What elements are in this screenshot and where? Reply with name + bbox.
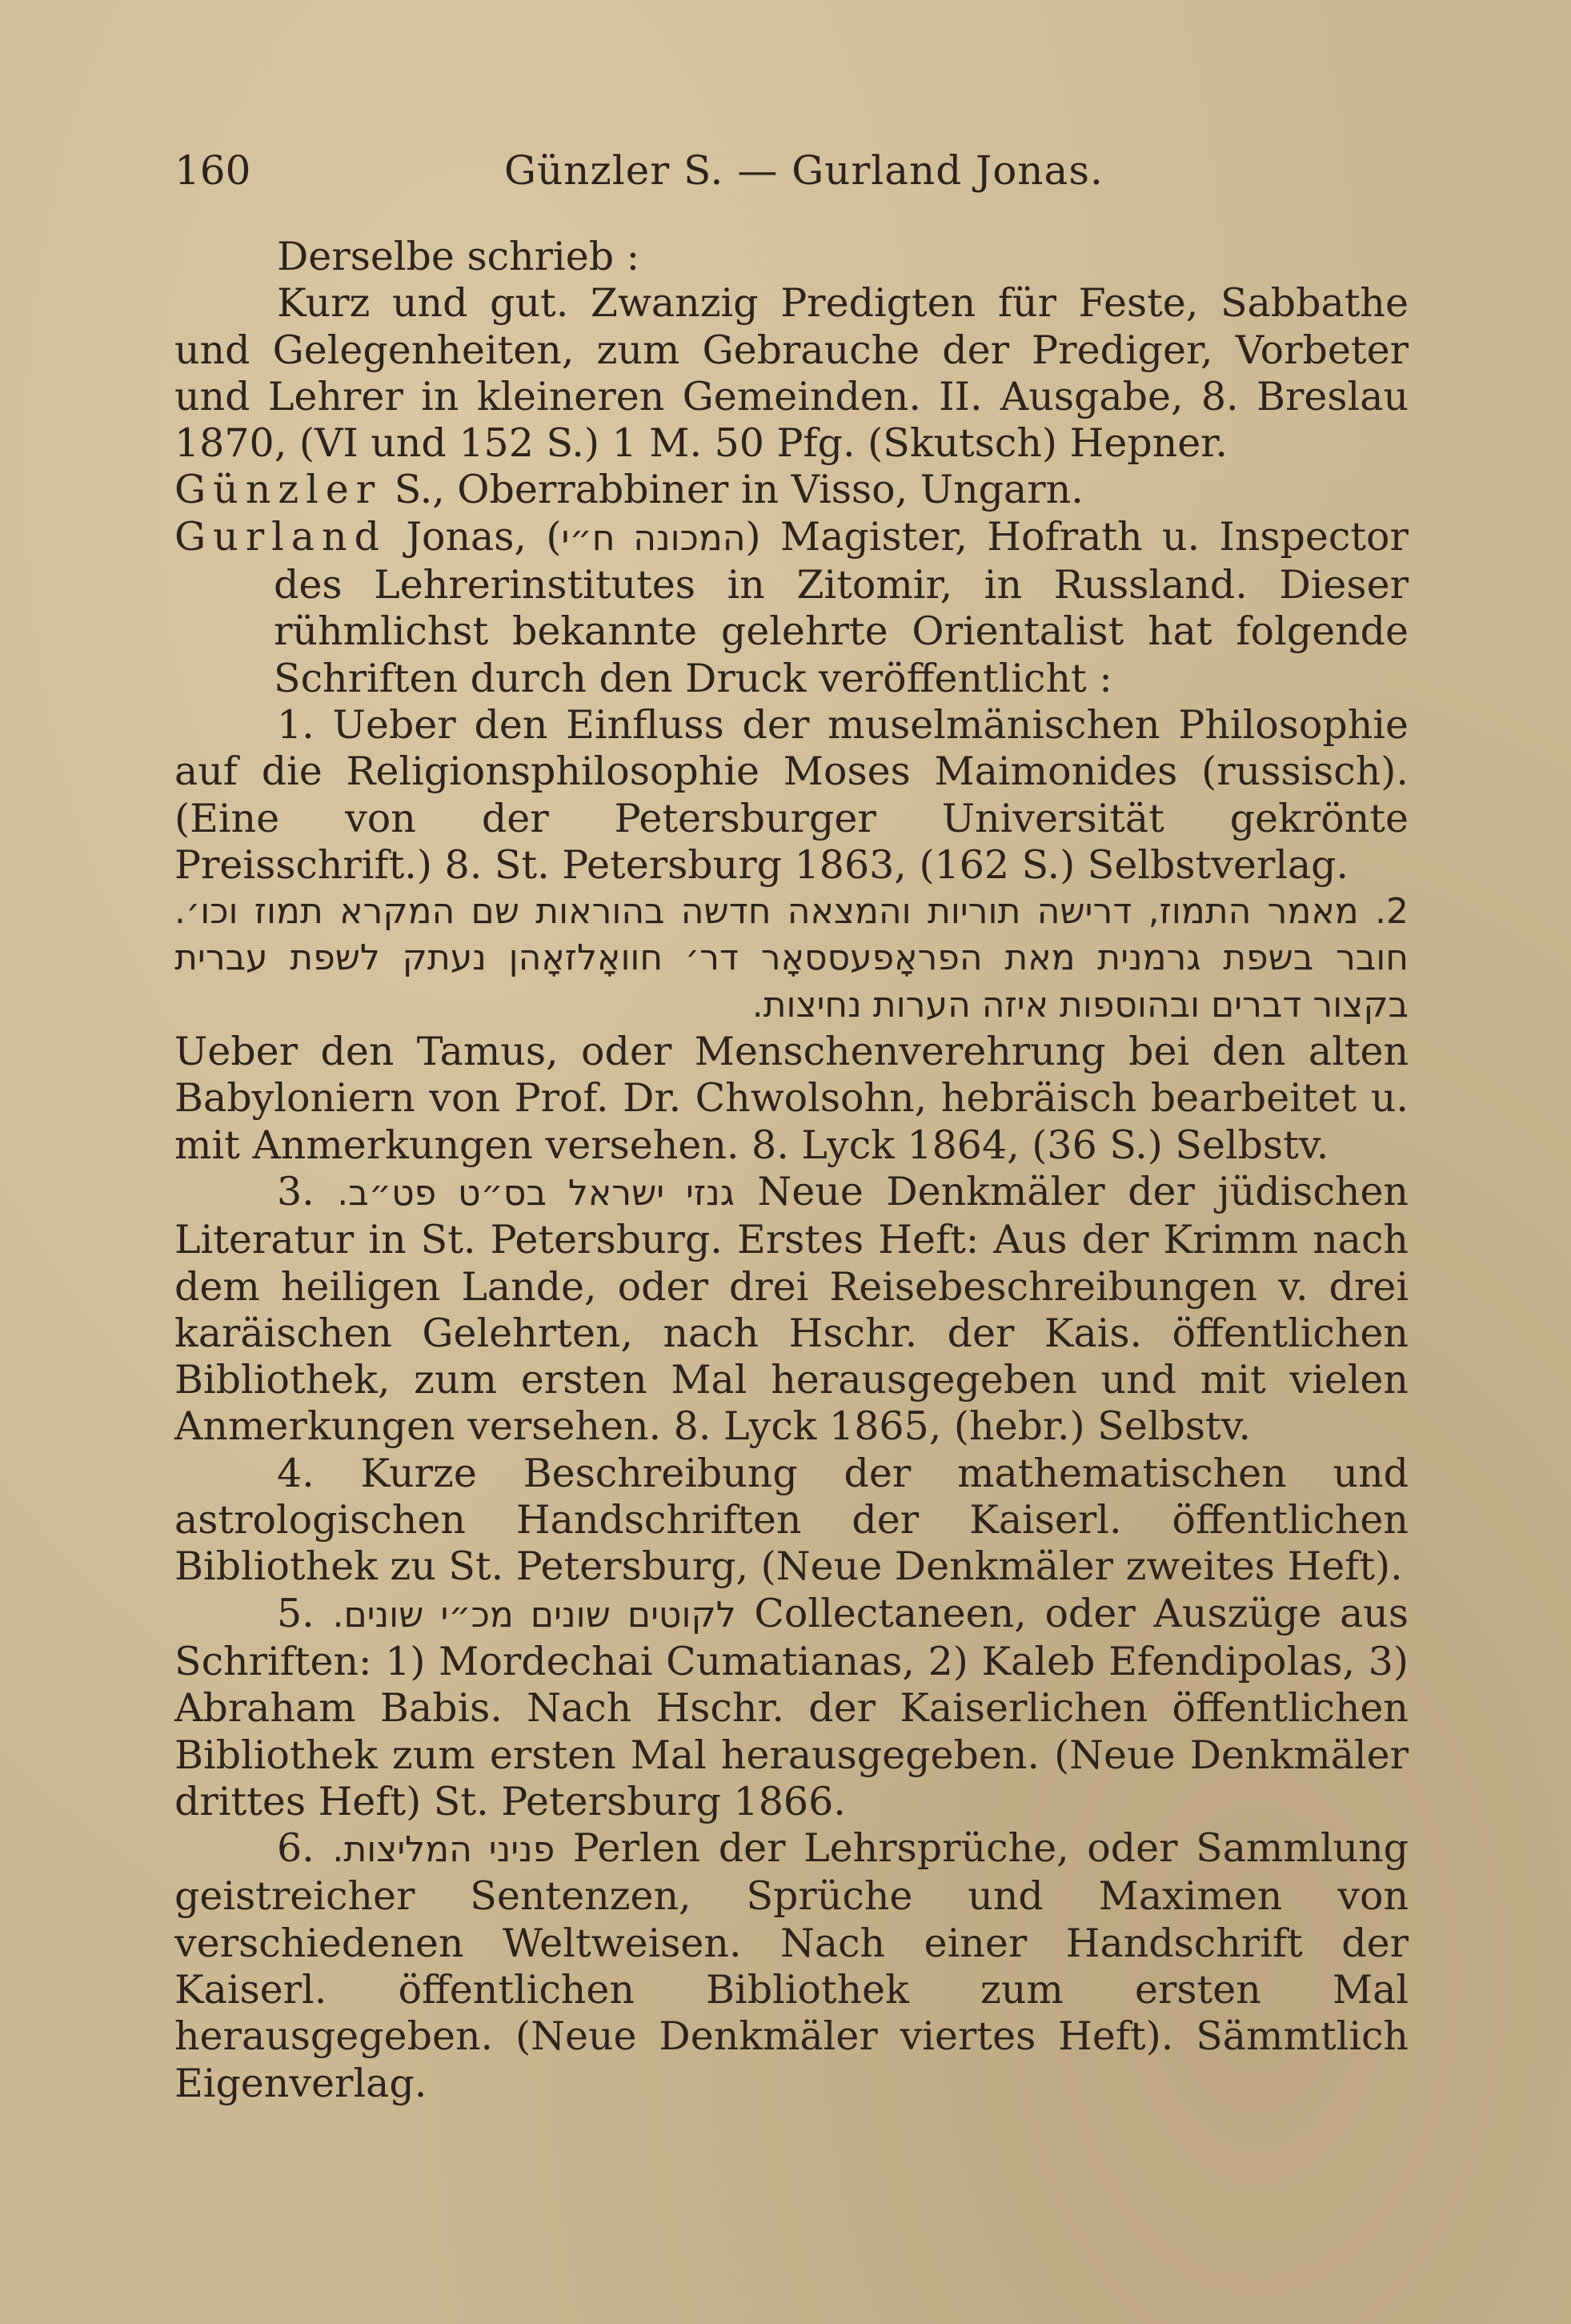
- work-3: [174, 1169, 1409, 1451]
- work-2-german: Ueber den Tamus, oder Menschenverehrung bei den alten Babyloniern von Prof. Dr. Chwolsohn, hebräisch bearbeitet u. mit Anmerkungen versehen. 8. Lyck 1864, (36 S.) Selbstv.: [174, 1029, 1409, 1168]
- entry-name-guenzler: Günzler: [174, 467, 383, 513]
- work-4: 4. Kurze Beschreibung der mathematischen und astrologischen Handschriften der Kaiserl. öffentlichen Bibliothek zu St. Petersburg, (Neue Denkmäler zweites Heft).: [174, 1450, 1409, 1590]
- work-6: [174, 1825, 1409, 2107]
- work-1: 1. Ueber den Einfluss der muselmänischen Philosophie auf die Religionsphilosophie Moses Maimonides (russisch). (Eine von der Petersburger Universität gekrönte Preisschrift.) 8. St. Petersburg 1863, (162 S.) Selbstverlag.: [174, 701, 1409, 888]
- work-6-number: 6.: [277, 1825, 315, 1872]
- work-3-german: Neue Denkmäler der jüdischen Literatur in St. Petersburg. Erstes Heft: Aus der Krimm nach dem heiligen Lande, oder drei Reisebeschreibungen v. drei karäischen Gelehrten, nach Hschr. der Kais. öffentlichen Bibliothek, zum ersten Mal herausgegeben und mit vielen Anmerkungen versehen. 8. Lyck 1865, (hebr.) Selbstv.: [174, 1168, 1409, 1450]
- gurland-post: ) Magister, Hofrath u. Inspector des Lehrerinstitutes in Zitomir, in Russland. Dieser rühmlichst bekannte gelehrte Orientalist hat folgende Schriften durch den Druck veröffentlicht :: [274, 513, 1409, 701]
- gurland-hebrew: המכונה ח״י: [561, 517, 746, 559]
- work-2-hebrew: [174, 889, 1409, 1029]
- work-3-hebrew: גנזי ישראל בס״ט פט״ב.: [337, 1172, 735, 1214]
- entry-gurland: [174, 514, 1409, 702]
- work-6-german: Perlen der Lehrsprüche, oder Sammlung geistreicher Sentenzen, Sprüche und Maximen von verschiedenen Weltweisen. Nach einer Handschrift der Kaiserl. öffentlichen Bibliothek zum ersten Mal herausgegeben. (Neue Denkmäler viertes Heft). Sämmtlich Eigenverlag.: [174, 1825, 1409, 2106]
- entry-text-guenzler: S., Oberrabbiner in Visso, Ungarn.: [394, 467, 1084, 513]
- paragraph-kurz-und-gut: Kurz und gut. Zwanzig Predigten für Feste, Sabbathe und Gelegenheiten, zum Gebrauche der Prediger, Vorbeter und Lehrer in kleineren Gemeinden. II. Ausgabe, 8. Breslau 1870, (VI und 152 S.) 1 M. 50 Pfg. (Skutsch) Hepner.: [174, 280, 1409, 467]
- entry-name-gurland: Gurland: [174, 513, 387, 560]
- work-6-hebrew: פניני המליצות.: [332, 1829, 555, 1871]
- page-body: [174, 234, 1409, 2107]
- running-title: Günzler S. — Gurland Jonas.: [504, 147, 1104, 194]
- work-2-hebrew-text: מאמר התמוז, דרישה תוריות והמצאה חדשה בהוראות שם המקרא תמוז וכו׳. חובר בשפת גרמנית מאת הפראָפעססאָר דר׳ חוואָלזאָהן נעתק לשפת עברית בקצור דברים ובהוספות איזה הערות נחיצות.: [174, 891, 1409, 1026]
- gurland-pre: Jonas, (: [406, 513, 562, 560]
- page-header: [174, 142, 1407, 199]
- entry-guenzler: [174, 467, 1409, 513]
- work-2-number: 2.: [1375, 891, 1409, 933]
- work-5-german: Collectaneen, oder Auszüge aus Schriften: 1) Mordechai Cumatianas, 2) Kaleb Efendipolas, 3) Abraham Babis. Nach Hschr. der Kaiserlichen öffentlichen Bibliothek zum ersten Mal herausgegeben. (Neue Denkmäler drittes Heft) St. Petersburg 1866.: [174, 1590, 1409, 1824]
- work-3-number: 3.: [277, 1168, 315, 1214]
- page-number: 160: [174, 147, 251, 194]
- paragraph-derselbe: Derselbe schrieb :: [277, 234, 640, 279]
- work-5-hebrew: לקוטים שונים מכ״י שונים.: [332, 1594, 736, 1636]
- work-5-number: 5.: [277, 1590, 315, 1636]
- work-5: [174, 1591, 1409, 1825]
